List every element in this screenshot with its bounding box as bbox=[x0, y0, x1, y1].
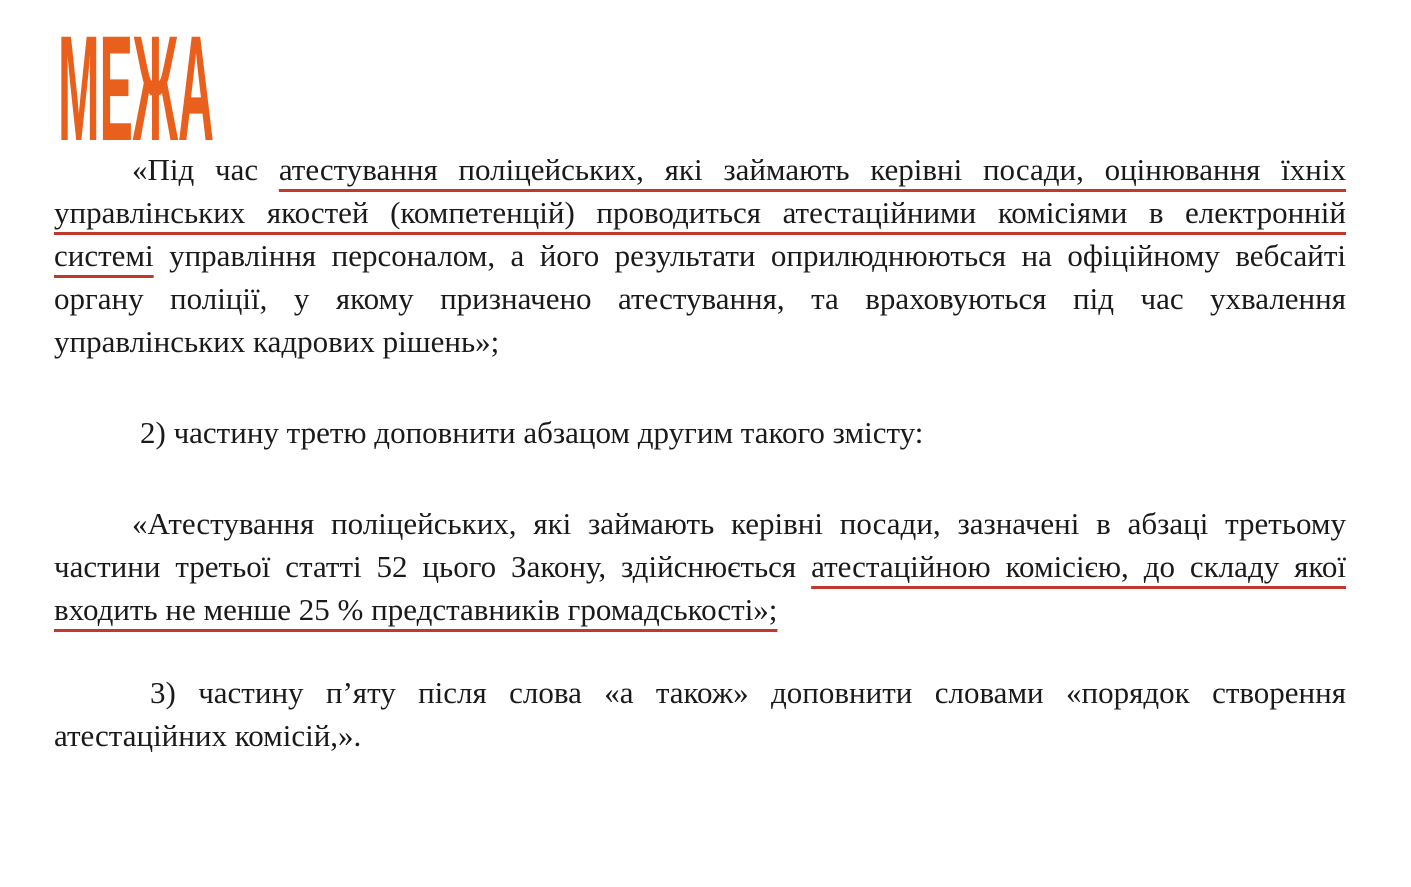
paragraph-tail: управління персоналом, а його результати оприлюднюються на офіційному вебсайті органу поліції, у якому призначено атестування, та враховуються під час ухвалення управлінських кадрових рішень»; bbox=[54, 238, 1346, 359]
meja-logo-mark bbox=[58, 22, 218, 148]
paragraph-lead: «Під час bbox=[132, 152, 279, 187]
paragraph-item-3: 3) частину п’яту після слова «а також» доповнити словами «порядок створення атестаційних комісій,». bbox=[54, 675, 1346, 753]
paragraph-lead: «Атестування поліцейських, які займають керівні посади, зазначені в абзаці третьому частини третьої статті 52 цього Закону, здійснюється bbox=[54, 506, 1346, 584]
paragraph-commission-composition bbox=[54, 502, 1346, 631]
meja-logo-text: МЕЖА bbox=[58, 22, 214, 148]
paragraph-attestation-procedure bbox=[54, 148, 1346, 363]
highlighted-text: атестування поліцейських, які займають керівні посади, оцінювання їхніх управлінських якостей (компетенцій) проводиться атестаційними комісіями в електронній системі bbox=[54, 152, 1346, 273]
meja-logo bbox=[58, 22, 218, 148]
paragraph-item-2: 2) частину третю доповнити абзацом другим такого змісту: bbox=[140, 415, 924, 450]
highlighted-text: атестаційною комісією, до складу якої входить не менше 25 % представників громадськості»; bbox=[54, 549, 1347, 627]
document-body bbox=[54, 148, 1346, 757]
